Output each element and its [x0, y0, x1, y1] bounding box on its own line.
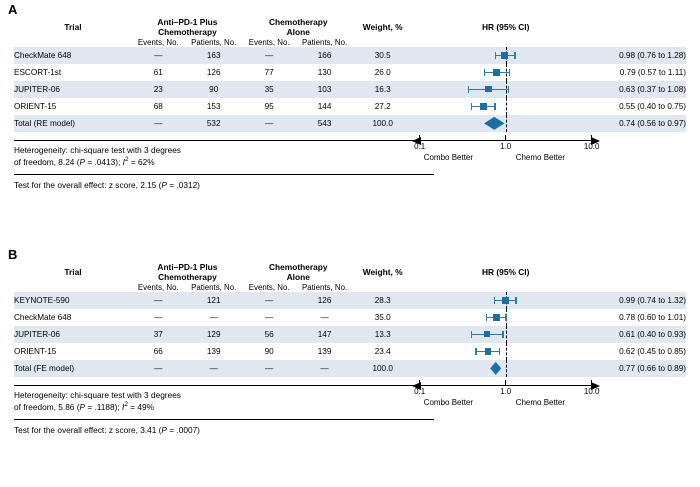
row-patients-chemo: 543 — [317, 118, 332, 128]
row-plot-cell — [412, 309, 600, 326]
axis-tick-label: 1.0 — [500, 142, 512, 151]
subheader-2: Events, No. — [248, 37, 290, 47]
row-hr-value: 0.55 (0.40 to 0.75) — [619, 101, 686, 111]
confidence-interval-cap — [505, 314, 506, 321]
row-patients-chemo: 130 — [317, 67, 332, 77]
row-weight: 100.0 — [372, 118, 393, 128]
divider — [14, 140, 434, 141]
table-row — [14, 292, 686, 309]
subheader-3: Patients, No. — [301, 37, 348, 47]
effect-marker — [493, 69, 500, 76]
row-events-combo: 68 — [153, 101, 163, 111]
row-plot-cell — [412, 81, 600, 98]
effect-marker — [493, 314, 500, 321]
row-patients-combo: 163 — [206, 50, 221, 60]
row-events-chemo: — — [265, 295, 274, 305]
x-axis — [412, 380, 600, 406]
table-row — [14, 360, 686, 377]
subheader-plot — [412, 38, 600, 47]
null-effect-line — [506, 98, 507, 115]
table-row — [14, 343, 686, 360]
confidence-interval-cap — [515, 297, 516, 304]
header-hr-values — [600, 18, 686, 38]
divider — [14, 174, 434, 175]
table-subheader-row — [14, 38, 686, 47]
row-trial-name: JUPITER-06 — [14, 84, 60, 94]
row-events-chemo: — — [265, 118, 274, 128]
summary-diamond — [484, 117, 505, 130]
row-patients-chemo: 166 — [317, 50, 332, 60]
header-group-combo: Anti–PD-1 Plus Chemotherapy — [157, 262, 218, 282]
overall-effect-stats: Test for the overall effect: z score, 2.15 (P = .0312) — [14, 180, 200, 190]
axis-label-chemo-better: Chemo Better — [515, 153, 566, 162]
subheader-weight — [354, 38, 412, 47]
effect-marker — [502, 297, 509, 304]
subheader-1: Patients, No. — [191, 282, 237, 292]
effect-marker — [485, 348, 492, 355]
confidence-interval-cap — [475, 348, 476, 355]
row-patients-combo: 121 — [206, 295, 221, 305]
divider — [14, 385, 434, 386]
confidence-interval-cap — [514, 52, 515, 59]
row-patients-chemo: 144 — [317, 101, 332, 111]
row-events-chemo: 90 — [264, 346, 274, 356]
axis-tick — [591, 380, 592, 386]
row-hr-value: 0.63 (0.37 to 1.08) — [619, 84, 686, 94]
table-header-row — [14, 18, 686, 38]
header-weight: Weight, % — [362, 21, 403, 32]
row-plot-cell — [412, 64, 600, 81]
row-plot — [412, 292, 600, 309]
heterogeneity-stats — [14, 390, 181, 413]
row-plot — [412, 81, 600, 98]
row-patients-chemo: 103 — [317, 84, 332, 94]
row-trial-name: CheckMate 648 — [14, 50, 72, 60]
row-events-combo: — — [154, 50, 163, 60]
row-patients-combo: 532 — [206, 118, 221, 128]
row-plot-cell — [412, 360, 600, 377]
confidence-interval-cap — [509, 69, 510, 76]
summary-diamond — [490, 362, 501, 375]
axis-tick-label: 1.0 — [500, 387, 512, 396]
table-row — [14, 98, 686, 115]
row-hr-value: 0.78 (0.60 to 1.01) — [619, 312, 686, 322]
row-events-chemo: 35 — [264, 84, 274, 94]
row-trial-name: KEYNOTE-590 — [14, 295, 70, 305]
row-patients-combo: 126 — [206, 67, 221, 77]
row-patients-chemo: 126 — [317, 295, 332, 305]
axis-tick — [591, 135, 592, 141]
subheader-hr — [600, 38, 686, 47]
panel-letter-b: B — [8, 247, 18, 262]
row-plot — [412, 115, 600, 132]
heterogeneity-line-2: of freedom, 5.86 (P = .1188); $I^2 = 49\%$ — [14, 401, 154, 412]
row-plot — [412, 98, 600, 115]
axis-tick — [505, 380, 506, 386]
row-weight: 27.2 — [374, 101, 391, 111]
row-events-combo: — — [154, 363, 163, 373]
row-hr-value: 0.74 (0.56 to 0.97) — [619, 118, 686, 128]
header-trial: Trial — [64, 266, 82, 277]
confidence-interval-cap — [471, 103, 472, 110]
row-trial-name: JUPITER-06 — [14, 329, 60, 339]
heterogeneity-line-1: Heterogeneity: chi-square test with 3 degrees — [14, 390, 181, 400]
row-hr-value: 0.62 (0.45 to 0.85) — [619, 346, 686, 356]
heterogeneity-stats — [14, 145, 181, 168]
row-weight: 26.0 — [374, 67, 391, 77]
header-hr-values — [600, 263, 686, 283]
row-trial-name: CheckMate 648 — [14, 312, 72, 322]
row-weight: 30.5 — [374, 50, 391, 60]
row-weight: 16.3 — [374, 84, 391, 94]
subheader-0: Events, No. — [137, 282, 179, 292]
header-weight: Weight, % — [362, 266, 403, 277]
table-row — [14, 47, 686, 64]
header-group-chemo: Chemotherapy Alone — [268, 17, 328, 37]
row-plot-cell — [412, 292, 600, 309]
row-events-combo: 23 — [153, 84, 163, 94]
null-effect-line — [506, 326, 507, 343]
row-patients-chemo: 147 — [317, 329, 332, 339]
row-hr-value: 0.99 (0.74 to 1.32) — [619, 295, 686, 305]
row-hr-value: 0.98 (0.76 to 1.28) — [619, 50, 686, 60]
header-hr: HR (95% CI) — [481, 21, 530, 32]
table-row — [14, 326, 686, 343]
heterogeneity-line-1: Heterogeneity: chi-square test with 3 degrees — [14, 145, 181, 155]
row-events-chemo: 56 — [264, 329, 274, 339]
axis-tick-label: 10.0 — [583, 387, 600, 396]
row-trial-name: Total (RE model) — [14, 118, 75, 128]
table-subheader-row — [14, 283, 686, 292]
header-group-chemo: Chemotherapy Alone — [268, 262, 328, 282]
axis-tick-label: 10.0 — [583, 142, 600, 151]
row-trial-name: ORIENT-15 — [14, 101, 57, 111]
axis-tick — [505, 135, 506, 141]
forest-table — [14, 263, 686, 377]
forest-table — [14, 18, 686, 132]
row-events-chemo: — — [265, 312, 274, 322]
axis-label-combo-better: Combo Better — [423, 398, 474, 407]
confidence-interval-cap — [508, 86, 509, 93]
table-row — [14, 81, 686, 98]
subheader-3: Patients, No. — [301, 282, 348, 292]
row-patients-combo: 153 — [206, 101, 221, 111]
row-plot — [412, 326, 600, 343]
axis-label-chemo-better: Chemo Better — [515, 398, 566, 407]
row-events-combo: 61 — [153, 67, 163, 77]
row-plot-cell — [412, 115, 600, 132]
row-weight: 28.3 — [374, 295, 391, 305]
row-trial-name: Total (FE model) — [14, 363, 75, 373]
null-effect-line — [506, 360, 507, 377]
row-hr-value: 0.77 (0.66 to 0.89) — [619, 363, 686, 373]
effect-marker — [501, 52, 508, 59]
subheader-plot — [412, 283, 600, 292]
row-trial-name: ESCORT-1st — [14, 67, 62, 77]
subheader-hr — [600, 283, 686, 292]
row-hr-value: 0.79 (0.57 to 1.11) — [619, 67, 686, 77]
row-trial-name: ORIENT-15 — [14, 346, 57, 356]
confidence-interval-cap — [494, 297, 495, 304]
row-events-chemo: — — [265, 363, 274, 373]
confidence-interval-cap — [495, 52, 496, 59]
row-weight: 100.0 — [372, 363, 393, 373]
effect-marker — [480, 103, 487, 110]
row-events-chemo: — — [265, 50, 274, 60]
table-header-row — [14, 263, 686, 283]
effect-marker — [484, 331, 490, 337]
row-events-combo: 37 — [153, 329, 163, 339]
header-hr: HR (95% CI) — [481, 266, 530, 277]
subheader-spacer — [14, 283, 132, 292]
subheader-1: Patients, No. — [191, 37, 237, 47]
axis-tick-label: 0.1 — [414, 387, 426, 396]
confidence-interval-cap — [484, 69, 485, 76]
panel-letter-a: A — [8, 2, 18, 17]
axis-label-combo-better: Combo Better — [423, 153, 474, 162]
subheader-0: Events, No. — [137, 37, 179, 47]
confidence-interval-cap — [471, 331, 472, 338]
row-hr-value: 0.61 (0.40 to 0.93) — [619, 329, 686, 339]
row-patients-combo: 90 — [209, 84, 219, 94]
divider — [14, 419, 434, 420]
confidence-interval-cap — [494, 103, 495, 110]
heterogeneity-line-2: of freedom, 8.24 (P = .0413); $I^2 = 62\%$ — [14, 156, 155, 167]
null-effect-line — [506, 343, 507, 360]
row-plot — [412, 343, 600, 360]
confidence-interval-cap — [468, 86, 469, 93]
axis-tick-label: 0.1 — [414, 142, 426, 151]
row-patients-chemo: — — [320, 312, 329, 322]
effect-marker — [485, 86, 491, 92]
table-row — [14, 115, 686, 132]
confidence-interval-cap — [486, 314, 487, 321]
subheader-weight — [354, 283, 412, 292]
row-events-chemo: 95 — [264, 101, 274, 111]
row-patients-combo: 139 — [206, 346, 221, 356]
null-effect-line — [506, 115, 507, 132]
row-events-chemo: 77 — [264, 67, 274, 77]
row-weight: 35.0 — [374, 312, 391, 322]
row-patients-combo: 129 — [206, 329, 221, 339]
table-row — [14, 64, 686, 81]
row-events-combo: — — [154, 118, 163, 128]
header-group-combo: Anti–PD-1 Plus Chemotherapy — [157, 17, 218, 37]
row-events-combo: — — [154, 312, 163, 322]
row-plot — [412, 360, 600, 377]
overall-effect-stats: Test for the overall effect: z score, 3.41 (P = .0007) — [14, 425, 200, 435]
row-patients-chemo: 139 — [317, 346, 332, 356]
table-row — [14, 309, 686, 326]
x-axis — [412, 135, 600, 161]
row-plot-cell — [412, 326, 600, 343]
row-events-combo: 66 — [153, 346, 163, 356]
row-patients-combo: — — [209, 312, 218, 322]
row-weight: 23.4 — [374, 346, 391, 356]
row-plot — [412, 64, 600, 81]
row-weight: 13.3 — [374, 329, 391, 339]
subheader-2: Events, No. — [248, 282, 290, 292]
row-events-combo: — — [154, 295, 163, 305]
row-plot — [412, 47, 600, 64]
header-trial: Trial — [64, 21, 82, 32]
row-patients-combo: — — [209, 363, 218, 373]
row-plot-cell — [412, 47, 600, 64]
row-plot-cell — [412, 98, 600, 115]
row-patients-chemo: — — [320, 363, 329, 373]
subheader-spacer — [14, 38, 132, 47]
row-plot-cell — [412, 343, 600, 360]
confidence-interval-cap — [499, 348, 500, 355]
confidence-interval-cap — [502, 331, 503, 338]
row-plot — [412, 309, 600, 326]
